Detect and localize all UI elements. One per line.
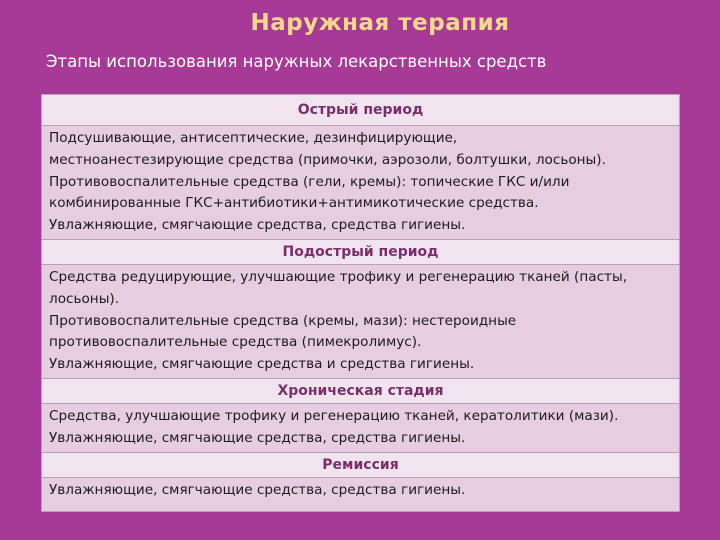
section-body-subacute bbox=[42, 265, 679, 379]
text-line: Противовоспалительные средства (гели, кремы): топические ГКС и/или bbox=[49, 173, 570, 190]
text-line: местноанестезирующие средства (примочки, аэрозоли, болтушки, лосьоны). bbox=[49, 151, 606, 168]
text-line: Противовоспалительные средства (кремы, мази): нестероидные bbox=[49, 312, 517, 329]
section-body-acute bbox=[42, 126, 679, 240]
text-line: Увлажняющие, смягчающие средства, средства гигиены. bbox=[49, 481, 466, 498]
text-line: лосьоны). bbox=[49, 290, 120, 307]
section-body-chronic bbox=[42, 404, 679, 453]
slide-title: Наружная терапия bbox=[250, 10, 510, 36]
text-line: противовоспалительные средства (пимекролимус). bbox=[49, 334, 422, 351]
therapy-stages-table bbox=[41, 94, 680, 512]
text-line: Увлажняющие, смягчающие средства и средства гигиены. bbox=[49, 356, 475, 373]
text-line: Увлажняющие, смягчающие средства, средства гигиены. bbox=[49, 429, 466, 446]
text-line: Увлажняющие, смягчающие средства, средства гигиены. bbox=[49, 217, 466, 234]
section-heading-chronic: Хроническая стадия bbox=[42, 379, 679, 404]
section-heading-acute: Острый период bbox=[42, 95, 679, 126]
section-heading-remission: Ремиссия bbox=[42, 453, 679, 478]
text-line: Средства, улучшающие трофику и регенерацию тканей, кератолитики (мази). bbox=[49, 407, 619, 424]
section-body-remission bbox=[42, 478, 679, 512]
slide-subtitle: Этапы использования наружных лекарственных средств bbox=[46, 52, 547, 71]
text-line: Подсушивающие, антисептические, дезинфицирующие, bbox=[49, 130, 458, 146]
text-line: Средства редуцирующие, улучшающие трофику и регенерацию тканей (пасты, bbox=[49, 268, 628, 285]
section-heading-subacute: Подострый период bbox=[42, 240, 679, 265]
text-line: комбинированные ГКС+антибиотики+антимикотические средства. bbox=[49, 195, 539, 212]
